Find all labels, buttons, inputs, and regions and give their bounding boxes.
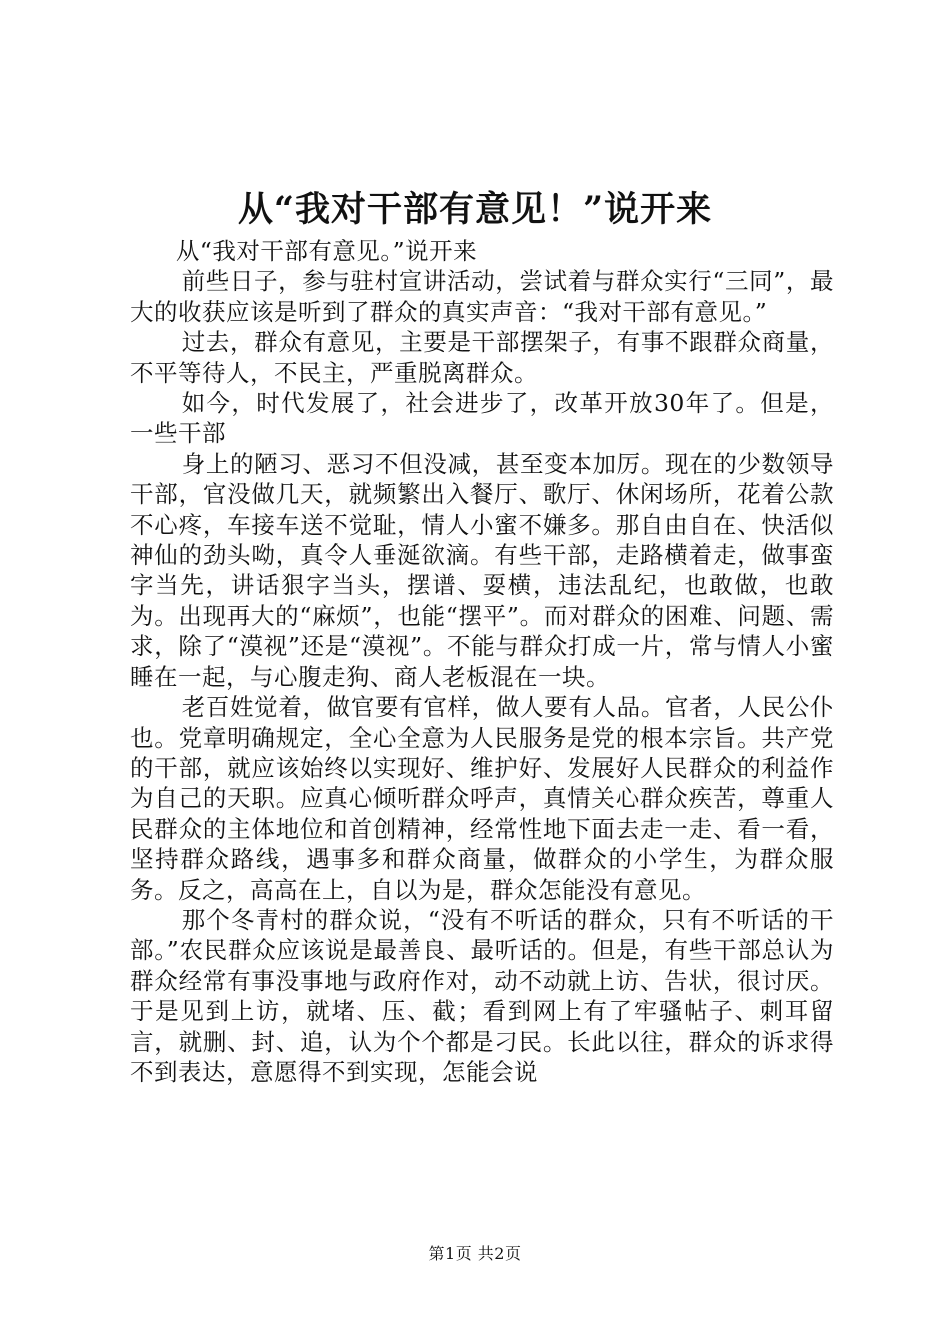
paragraph-1: 前些日子，参与驻村宣讲活动，尝试着与群众实行“三同”，最大的收获应该是听到了群众的真实声音：“我对干部有意见。”: [130, 267, 834, 326]
paragraph-5: 老百姓觉着，做官要有官样，做人要有人品。官者，人民公仆也。党章明确规定，全心全意为人民服务是党的根本宗旨。共产党的干部，就应该始终以实现好、维护好、发展好人民群众的利益作为自己的天职。应真心倾听群众呼声，真情关心群众疾苦，尊重人民群众的主体地位和首创精神，经常性地下面去走一走、看一看，坚持群众路线，遇事多和群众商量，做群众的小学生，为群众服务。反之，高高在上，自以为是，群众怎能没有意见。: [130, 693, 834, 904]
page-footer: 第1页 共2页: [428, 1244, 522, 1263]
paragraph-3: 如今，时代发展了，社会进步了，改革开放30年了。但是，一些干部: [130, 389, 834, 448]
document-subtitle: 从“我对干部有意见。”说开来: [175, 237, 478, 265]
document-title: 从“我对干部有意见！”说开来: [237, 189, 713, 230]
paragraph-4: 身上的陋习、恶习不但没减，甚至变本加厉。现在的少数领导干部，官没做几天，就频繁出入餐厅、歌厅、休闲场所，花着公款不心疼，车接车送不觉耻，情人小蜜不嫌多。那自由自在、快活似神仙的劲头呦，真令人垂涎欲滴。有些干部，走路横着走，做事蛮字当先，讲话狠字当头，摆谱、耍横，违法乱纪，也敢做，也敢为。出现再大的“麻烦”，也能“摆平”。而对群众的困难、问题、需求，除了“漠视”还是“漠视”。不能与群众打成一片，常与情人小蜜睡在一起，与心腹走狗、商人老板混在一块。: [130, 449, 834, 691]
paragraph-6: 那个冬青村的群众说，“没有不听话的群众，只有不听话的干部。”农民群众应该说是最善良、最听话的。但是，有些干部总认为群众经常有事没事地与政府作对，动不动就上访、告状，很讨厌。于是见到上访，就堵、压、截；看到网上有了牢骚帖子、刺耳留言，就删、封、追，认为个个都是刁民。长此以往，群众的诉求得不到表达，意愿得不到实现，怎能会说: [130, 905, 834, 1086]
paragraph-2: 过去，群众有意见，主要是干部摆架子，有事不跟群众商量，不平等待人，不民主，严重脱离群众。: [130, 328, 834, 387]
document-body: [130, 236, 834, 1087]
